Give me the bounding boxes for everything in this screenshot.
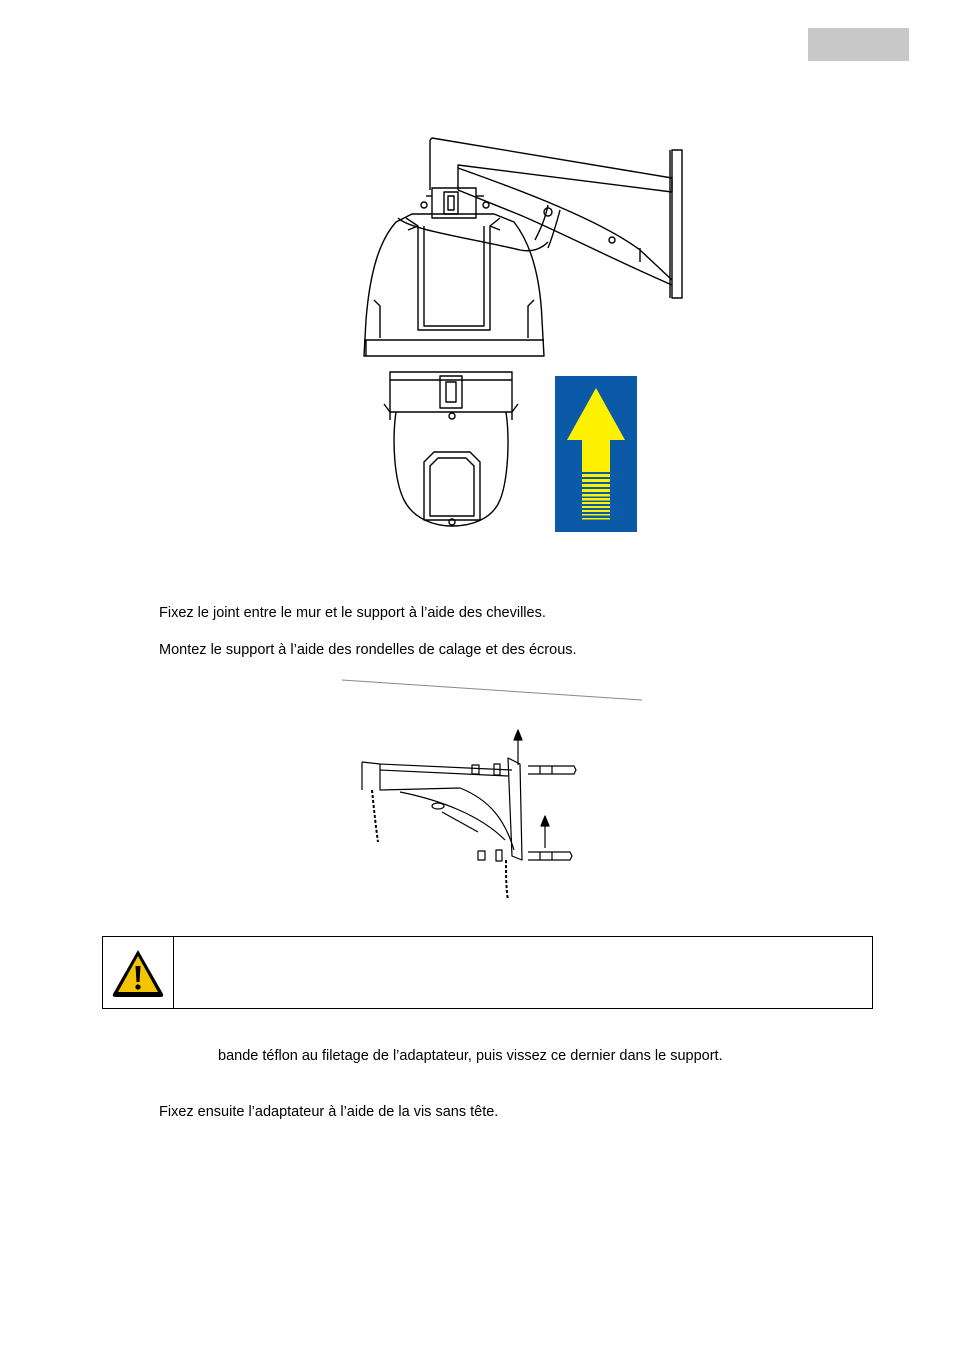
step-4-text: Fixez ensuite l’adaptateur à l’aide de la vis sans tête. bbox=[159, 1104, 499, 1120]
warning-triangle-icon bbox=[110, 947, 166, 999]
upward-arrow-icon bbox=[555, 376, 637, 532]
warning-box bbox=[102, 936, 873, 1009]
step-2-text: Montez le support à l’aide des rondelles de calage et des écrous. bbox=[159, 642, 577, 658]
warning-icon-cell bbox=[103, 937, 174, 1008]
step-1-text: Fixez le joint entre le mur et le support à l’aide des chevilles. bbox=[159, 605, 546, 621]
step-3-text: bande téflon au filetage de l’adaptateur, puis vissez ce dernier dans le support. bbox=[218, 1048, 723, 1064]
